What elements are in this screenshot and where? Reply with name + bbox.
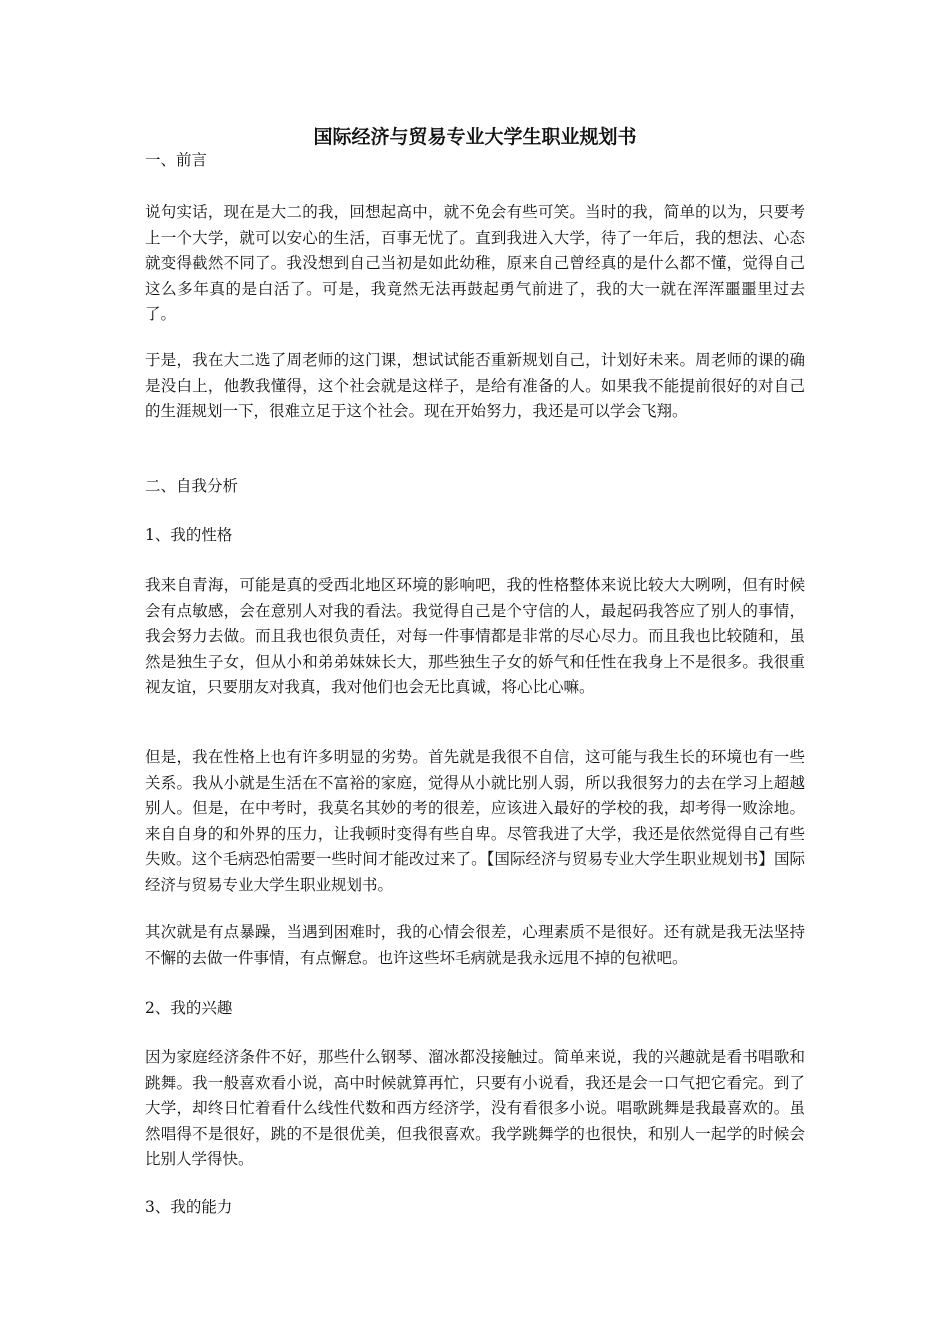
paragraph-3: 我来自青海，可能是真的受西北地区环境的影响吧，我的性格整体来说比较大大咧咧，但有时候会有点敏感，会在意别人对我的看法。我觉得自己是个守信的人，最起码我答应了别人的事情，我会努力去做。而且我也很负责任，对每一件事情都是非常的尽心尽力。而且我也比较随和，虽然是独生子女，但从小和弟弟妹妹长大，那些独生子女的娇气和任性在我身上不是很多。我很重视友谊，只要朋友对我真，我对他们也会无比真诚，将心比心嘛。 [145,576,805,697]
paragraph-6: 因为家庭经济条件不好，那些什么钢琴、溜冰都没接触过。简单来说，我的兴趣就是看书唱歌和跳舞。我一般喜欢看小说，高中时候就算再忙，只要有小说看，我还是会一口气把它看完。到了大学，却终日忙着看什么线性代数和西方经济学，没有看很多小说。唱歌跳舞是我最喜欢的。虽然唱得不是很好，跳的不是很优美，但我很喜欢。我学跳舞学的也很快，和别人一起学的时候会比别人学得快。 [145,1048,805,1169]
document-title: 国际经济与贸易专业大学生职业规划书 [313,126,637,148]
paragraph-4: 但是，我在性格上也有许多明显的劣势。首先就是我很不自信，这可能与我生长的环境也有一些关系。我从小就是生活在不富裕的家庭，觉得从小就比别人弱，所以我很努力的去在学习上超越别人。但是，在中考时，我莫名其妙的考的很差，应该进入最好的学校的我，却考得一败涂地。来自自身的和外界的压力，让我顿时变得有些自卑。尽管我进了大学，我还是依然觉得自己有些失败。这个毛病恐怕需要一些时间才能改过来了。【国际经济与贸易专业大学生职业规划书】国际经济与贸易专业大学生职业规划书。 [145,748,805,894]
heading-preface: 一、前言 [145,151,208,169]
heading-ability: 3、我的能力 [145,1198,233,1216]
heading-interest: 2、我的兴趣 [145,999,233,1017]
heading-self-analysis: 二、自我分析 [145,477,239,495]
paragraph-1: 说句实话，现在是大二的我，回想起高中，就不免会有些可笑。当时的我，简单的以为，只要考上一个大学，就可以安心的生活，百事无忧了。直到我进入大学，待了一年后，我的想法、心态就变得截然不同了。我没想到自己当初是如此幼稚，原来自己曾经真的是什么都不懂，觉得自己这么多年真的是白活了。可是，我竟然无法再鼓起勇气前进了，我的大一就在浑浑噩噩里过去了。 [145,203,805,324]
paragraph-2: 于是，我在大二选了周老师的这门课，想试试能否重新规划自己，计划好未来。周老师的课的确是没白上，他教我懂得，这个社会就是这样子，是给有准备的人。如果我不能提前很好的对自己的生涯规划一下，很难立足于这个社会。现在开始努力，我还是可以学会飞翔。 [145,351,805,421]
heading-personality: 1、我的性格 [145,526,233,544]
paragraph-5: 其次就是有点暴躁，当遇到困难时，我的心情会很差，心理素质不是很好。还有就是我无法坚持不懈的去做一件事情，有点懈怠。也许这些坏毛病就是我永远甩不掉的包袱吧。 [145,923,805,967]
